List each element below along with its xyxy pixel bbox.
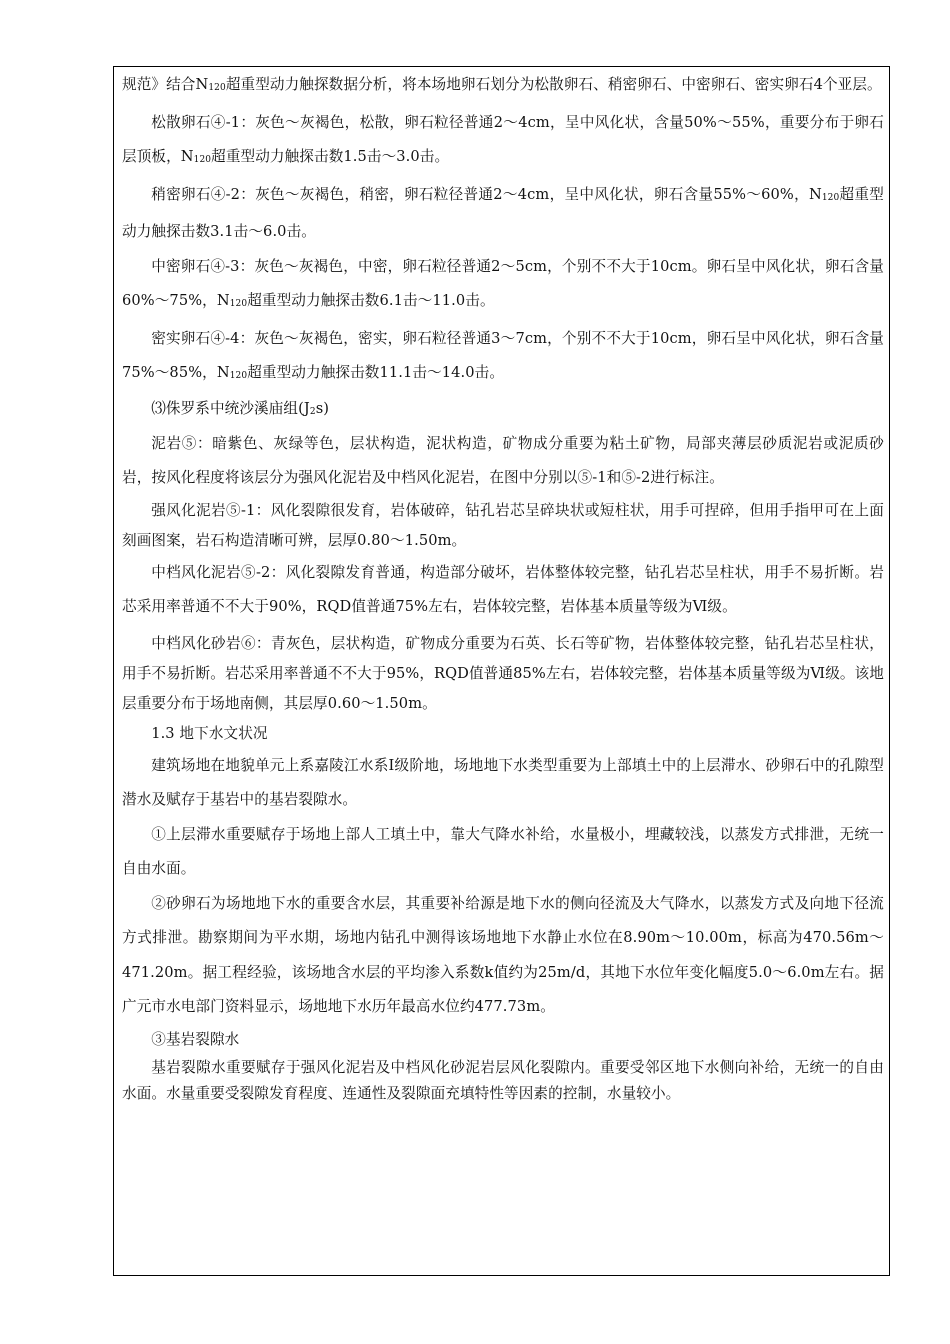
text-run: 超重型动力触探数据分析，将本场地卵石划分为松散卵石、稍密卵石、中密卵石、密实卵石4个亚层。 bbox=[225, 76, 882, 93]
text-run: ③基岩裂隙水 bbox=[151, 1030, 240, 1048]
text-run: 稍密卵石④-2：灰色～灰褐色，稍密，卵石粒径普通2～4cm，呈中风化状，卵石含量55%～60%，N bbox=[151, 185, 822, 203]
text-run: 超重型动力触探击数3.1击～6.0击。 bbox=[122, 185, 884, 240]
text-run: ⑶侏罗系中统沙溪庙组(J bbox=[151, 399, 310, 417]
paragraph-p16 bbox=[122, 1055, 884, 1107]
text-run: 密实卵石④-4：灰色～灰褐色，密实，卵石粒径普通3～7cm，个别不不大于10cm，卵石呈中风化状，卵石含量75%～85%，N bbox=[122, 329, 884, 381]
text-run: 超重型动力触探击数1.5击～3.0击。 bbox=[211, 148, 450, 165]
text-run: 规范》结合N bbox=[122, 76, 209, 93]
subscript: 120 bbox=[208, 83, 226, 93]
paragraph-p12 bbox=[122, 749, 884, 818]
text-run: 中档风化砂岩⑥：青灰色，层状构造，矿物成分重要为石英、长石等矿物，岩体整体较完整，钻孔岩芯呈柱状，用手不易折断。岩芯采用率普通不不大于95%，RQD值普通85%左右，岩体较完整，岩体基本质量等级为Ⅵ级。该地层重要分布于场地南侧，其层厚0.60～1.50m。 bbox=[122, 634, 884, 712]
paragraph-p03 bbox=[122, 178, 884, 250]
subscript: 120 bbox=[229, 299, 248, 309]
text-run: 建筑场地在地貌单元上系嘉陵江水系Ⅰ级阶地，场地地下水类型重要为上部填土中的上层滞水、砂卵石中的孔隙型潜水及赋存于基岩中的基岩裂隙水。 bbox=[122, 756, 884, 808]
text-run: 超重型动力触探击数6.1击～11.0击。 bbox=[247, 292, 495, 309]
paragraph-p05 bbox=[122, 322, 884, 394]
text-run: 强风化泥岩⑤-1：风化裂隙很发育，岩体破碎，钻孔岩芯呈碎块状或短柱状，用手可捏碎，但用手指甲可在上面刻画图案，岩石构造清晰可辨，层厚0.80～1.50m。 bbox=[122, 501, 884, 549]
subscript: 120 bbox=[229, 371, 248, 381]
paragraph-p09 bbox=[122, 556, 884, 625]
paragraph-p10 bbox=[122, 629, 884, 719]
text-run: 中密卵石④-3：灰色～灰褐色，中密，卵石粒径普通2～5cm，个别不不大于10cm。卵石呈中风化状，卵石含量60%～75%，N bbox=[122, 257, 884, 309]
paragraph-p01 bbox=[122, 68, 884, 106]
text-run: 泥岩⑤：暗紫色、灰绿等色，层状构造，泥状构造，矿物成分重要为粘土矿物，局部夹薄层砂质泥岩或泥质砂岩，按风化程度将该层分为强风化泥岩及中档风化泥岩，在图中分别以⑤-1和⑤-2进行标注。 bbox=[122, 434, 884, 486]
paragraph-p08 bbox=[122, 496, 884, 556]
paragraph-p15 bbox=[122, 1025, 884, 1055]
paragraph-p14 bbox=[122, 887, 884, 1025]
text-run: ①上层滞水重要赋存于场地上部人工填土中，靠大气降水补给，水量极小，埋藏较浅，以蒸发方式排泄，无统一自由水面。 bbox=[122, 825, 884, 877]
subscript: 120 bbox=[821, 192, 840, 203]
document-body bbox=[122, 68, 884, 1107]
text-run: ②砂卵石为场地地下水的重要含水层，其重要补给源是地下水的侧向径流及大气降水，以蒸发方式及向地下径流方式排泄。勘察期间为平水期，场地内钻孔中测得该场地地下水静止水位在8.90m～10.00m，标高为470.56m～471.20m。据工程经验，该场地含水层的平均渗入系数k值约为25m/d，其地下水位年变化幅度5.0～6.0m左右。据广元市水电部门资料显示，场地地下水历年最高水位约477.73m。 bbox=[122, 894, 884, 1015]
text-run: s) bbox=[315, 399, 330, 417]
text-run: 基岩裂隙水重要赋存于强风化泥岩及中档风化砂泥岩层风化裂隙内。重要受邻区地下水侧向补给，无统一的自由水面。水量重要受裂隙发育程度、连通性及裂隙面充填特性等因素的控制，水量较小。 bbox=[122, 1058, 884, 1102]
paragraph-p13 bbox=[122, 818, 884, 887]
text-run: 超重型动力触探击数11.1击～14.0击。 bbox=[247, 364, 505, 381]
text-run: 松散卵石④-1：灰色～灰褐色，松散，卵石粒径普通2～4cm，呈中风化状，含量50%～55%，重要分布于卵石层顶板，N bbox=[122, 113, 884, 165]
paragraph-p06 bbox=[122, 394, 884, 427]
text-run: 中档风化泥岩⑤-2：风化裂隙发育普通，构造部分破坏，岩体整体较完整，钻孔岩芯呈柱状，用手不易折断。岩芯采用率普通不不大于90%，RQD值普通75%左右，岩体较完整，岩体基本质量等级为Ⅵ级。 bbox=[122, 563, 884, 615]
paragraph-p07 bbox=[122, 427, 884, 496]
text-run: 1.3 地下水文状况 bbox=[151, 724, 268, 742]
paragraph-p02 bbox=[122, 106, 884, 178]
subscript: 2 bbox=[309, 406, 316, 417]
paragraph-p04 bbox=[122, 250, 884, 322]
paragraph-p11 bbox=[122, 719, 884, 749]
subscript: 120 bbox=[193, 155, 212, 165]
